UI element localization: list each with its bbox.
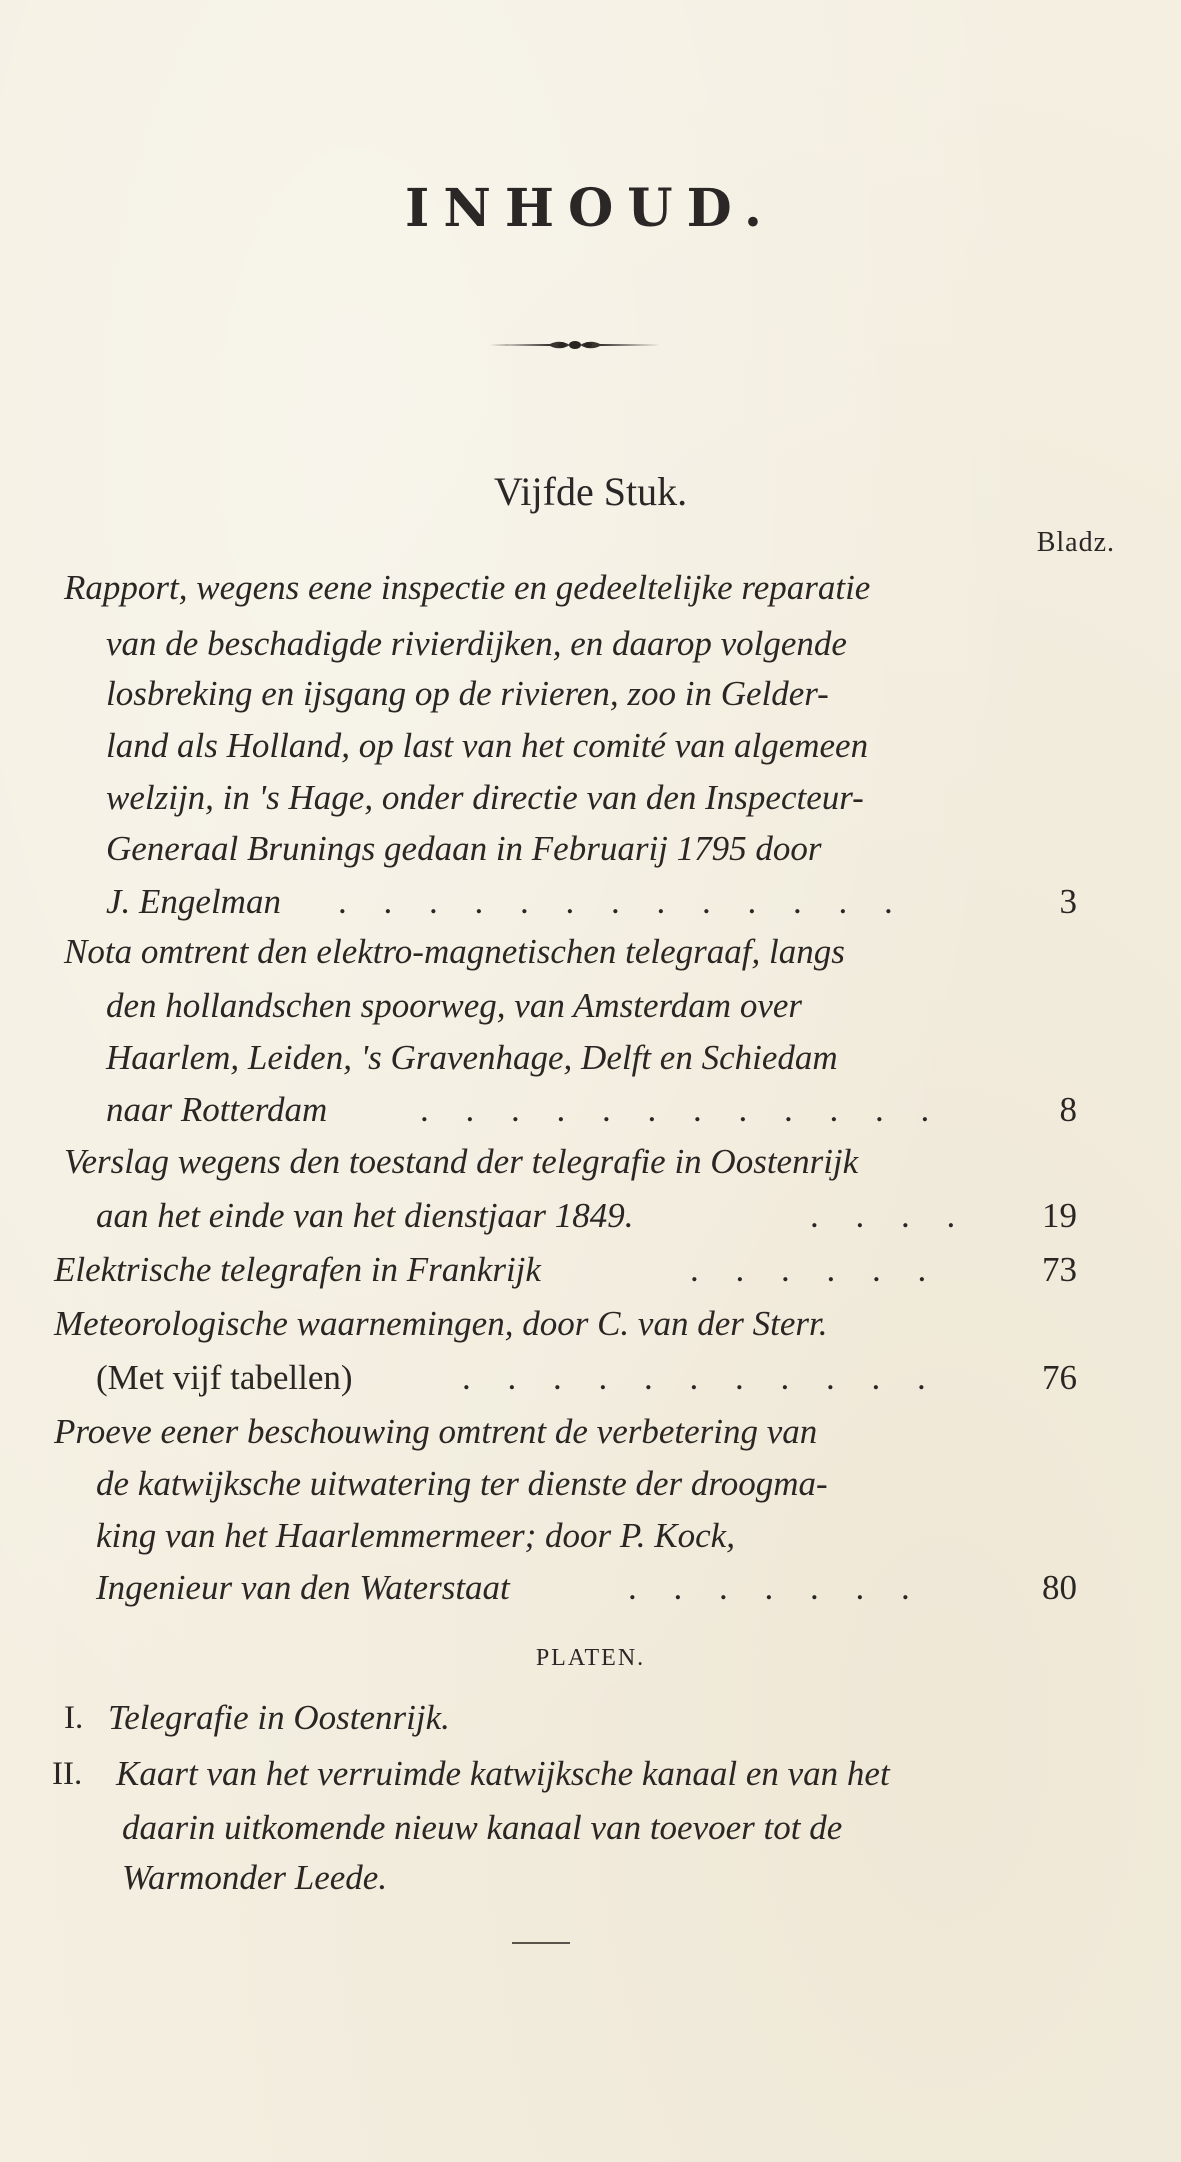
toc-page-number: 8 (1059, 1090, 1077, 1129)
toc-entry-text: Nota omtrent den elektro-magnetischen telegraaf, langs (64, 932, 845, 971)
plate-caption: Warmonder Leede. (122, 1858, 388, 1897)
toc-entry-line (0, 772, 1181, 824)
toc-entry-text: J. Engelman (106, 882, 281, 921)
toc-entry-line (0, 1244, 1181, 1296)
dot-leader: . . . . . . . (628, 1568, 924, 1607)
toc-entry-text: Generaal Brunings gedaan in Februarij 1795 door (106, 829, 822, 868)
closing-rule (512, 1942, 570, 1944)
dot-leader: . . . . (810, 1196, 970, 1235)
toc-entry-text: (Met vijf tabellen) (96, 1358, 353, 1397)
dot-leader: . . . . . . . . . . . (462, 1358, 940, 1397)
dot-leader: . . . . . . (690, 1250, 941, 1289)
toc-entry-line (0, 1190, 1181, 1242)
toc-entry-line (0, 720, 1181, 772)
toc-entry-line (0, 1084, 1181, 1136)
toc-entry-text: den hollandschen spoorweg, van Amsterdam over (106, 986, 803, 1025)
toc-entry-line (0, 1352, 1181, 1404)
toc-entry-line (0, 1562, 1181, 1614)
toc-entry-text: de katwijksche uitwatering ter dienste der droogma- (96, 1464, 828, 1503)
toc-entry-text: Meteorologische waarnemingen, door C. van der Sterr. (54, 1304, 828, 1343)
toc-entry-line (0, 562, 1181, 614)
page-column-label: Bladz. (1036, 527, 1115, 558)
toc-entry-text: Ingenieur van den Waterstaat (96, 1568, 510, 1607)
section-subtitle: Vijfde Stuk. (493, 469, 688, 514)
toc-page-number: 19 (1042, 1196, 1077, 1235)
toc-entry-text: Haarlem, Leiden, 's Gravenhage, Delft en Schiedam (106, 1038, 838, 1077)
toc-entry-text: aan het einde van het dienstjaar 1849. (96, 1196, 634, 1235)
toc-entry-text: welzijn, in 's Hage, onder directie van den Inspecteur- (106, 778, 864, 817)
toc-entry-line (0, 823, 1181, 875)
toc-entry-text: Elektrische telegrafen in Frankrijk (54, 1250, 541, 1289)
plate-caption: Telegrafie in Oostenrijk. (108, 1698, 450, 1737)
toc-entry-text: losbreking en ijsgang op de rivieren, zoo in Gelder- (106, 674, 829, 713)
toc-entry-line (0, 618, 1181, 670)
toc-entry-line (0, 1458, 1181, 1510)
toc-entry-line (0, 1032, 1181, 1084)
plate-caption: daarin uitkomende nieuw kanaal van toevoer tot de (122, 1808, 843, 1847)
toc-entry-text: van de beschadigde rivierdijken, en daarop volgende (106, 624, 847, 663)
plate-caption: Kaart van het verruimde katwijksche kanaal en van het (116, 1754, 890, 1793)
toc-page-number: 76 (1042, 1358, 1077, 1397)
toc-entry-line (0, 668, 1181, 720)
toc-entry-text: Rapport, wegens eene inspectie en gedeeltelijke reparatie (64, 568, 871, 607)
dot-leader: . . . . . . . . . . . . . (338, 882, 907, 921)
toc-entry-line (0, 926, 1181, 978)
toc-entry-line (0, 1136, 1181, 1188)
toc-entry-text: land als Holland, op last van het comité van algemeen (106, 726, 869, 765)
plate-numeral: I. (64, 1700, 84, 1736)
toc-entry-line (0, 1406, 1181, 1458)
toc-entry-text: king van het Haarlemmermeer; door P. Kock, (96, 1516, 735, 1555)
toc-page-number: 3 (1059, 882, 1077, 921)
toc-entry-text: Proeve eener beschouwing omtrent de verbetering van (54, 1412, 818, 1451)
toc-entry-text: naar Rotterdam (106, 1090, 328, 1129)
toc-entry-text: Verslag wegens den toestand der telegrafie in Oostenrijk (64, 1142, 859, 1181)
toc-entry-line (0, 1298, 1181, 1350)
plates-heading: PLATEN. (535, 1645, 646, 1671)
toc-entry-line (0, 876, 1181, 928)
toc-page-number: 73 (1042, 1250, 1077, 1289)
toc-entry-line (0, 1510, 1181, 1562)
toc-page-number: 80 (1042, 1568, 1077, 1607)
dot-leader: . . . . . . . . . . . . (420, 1090, 944, 1129)
toc-entry-line (0, 980, 1181, 1032)
plate-numeral: II. (52, 1756, 83, 1792)
page-title: INHOUD. (405, 178, 776, 239)
